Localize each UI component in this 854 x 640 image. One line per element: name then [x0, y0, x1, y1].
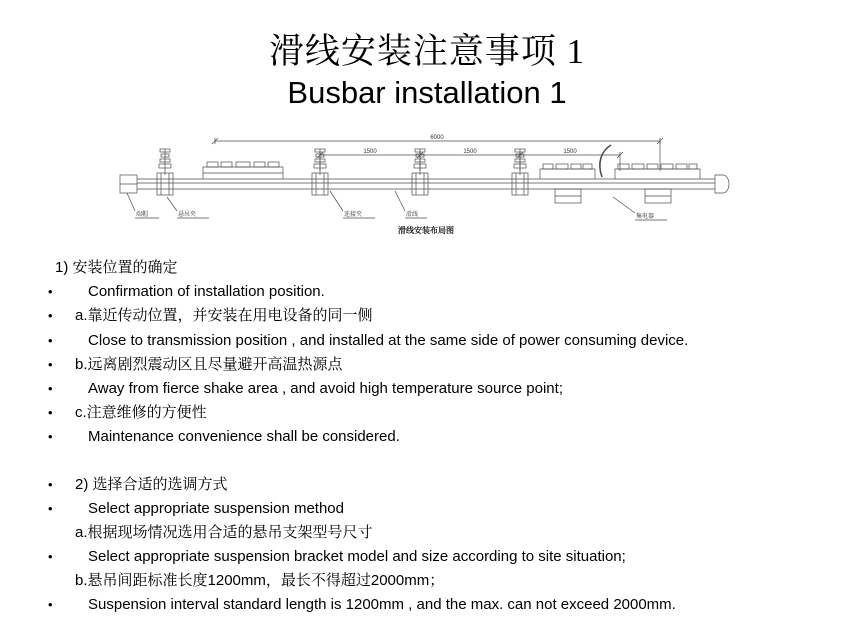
feed-cable: [600, 145, 611, 177]
bullet-marker: •: [48, 356, 53, 372]
body-line: [0, 256, 854, 280]
body-line: [0, 280, 854, 304]
body-line-text: Away from fierce shake area , and avoid high temperature source point;: [88, 379, 563, 397]
label-connection-clamp: 连接夹: [344, 212, 363, 218]
body-line-text: Maintenance convenience shall be considered.: [88, 428, 400, 446]
bullet-marker: •: [48, 597, 53, 613]
busbar-layout-diagram: [115, 131, 737, 237]
body-line-text: b.悬吊间距标准长度1200mm，最长不得超过2000mm；: [75, 572, 445, 590]
dim-seg1: 1500: [363, 149, 377, 155]
label-suspension-clamp: 悬吊夹: [178, 212, 197, 218]
label-busbar: 滑线: [406, 212, 419, 218]
collector-trolley-symbols: [555, 189, 671, 203]
body-text: [0, 256, 854, 618]
body-line-text: b.远离剧烈震动区且尽量避开高温热源点: [75, 355, 343, 373]
slide-title-english: Busbar installation 1: [287, 74, 567, 110]
body-line: [0, 425, 854, 449]
body-line-text: Close to transmission position , and installed at the same side of power consuming device.: [88, 331, 689, 349]
title-block: [0, 30, 854, 111]
body-line-text: Suspension interval standard length is 1200mm , and the max. can not exceed 2000mm.: [88, 596, 676, 614]
body-line-text: a.根据现场情况选用合适的悬吊支架型号尺寸: [75, 523, 373, 541]
body-line-text: c.注意维修的方便性: [75, 404, 207, 422]
body-line-text: a.靠近传动位置，并安装在用电设备的同一侧: [75, 307, 373, 325]
bullet-marker: •: [48, 500, 53, 516]
slide-title-chinese: 滑线安装注意事项 1: [268, 32, 586, 71]
dim-total: 6000: [430, 135, 444, 141]
bullet-marker: •: [48, 429, 53, 445]
label-collector: 集电器: [636, 214, 655, 220]
body-line: [0, 497, 854, 521]
body-line: [0, 473, 854, 497]
bullet-marker: •: [48, 405, 53, 421]
diagram-caption: 滑线安装布局图: [398, 226, 454, 235]
dim-seg2: 1500: [463, 149, 477, 155]
body-line-text: 2) 选择合适的选调方式: [75, 475, 228, 493]
body-line: [0, 329, 854, 353]
body-line-text: 1) 安装位置的确定: [55, 259, 178, 276]
body-line: [0, 377, 854, 401]
body-line: [0, 304, 854, 328]
body-line: [0, 545, 854, 569]
body-line-text: Select appropriate suspension method: [88, 499, 344, 517]
body-line: [0, 353, 854, 377]
bullet-marker: •: [48, 476, 53, 492]
body-line: [0, 521, 854, 545]
hanger-clamp-symbols: [157, 149, 528, 195]
body-line: [0, 569, 854, 593]
busbar-diagram-svg: [115, 131, 737, 237]
bullet-marker: •: [48, 284, 53, 300]
bullet-marker: •: [48, 380, 53, 396]
dim-seg3: 1500: [563, 149, 577, 155]
bullet-marker: •: [48, 308, 53, 324]
bullet-marker: •: [48, 549, 53, 565]
body-line: [0, 401, 854, 425]
bullet-marker: •: [48, 332, 53, 348]
body-line-text: Select appropriate suspension bracket model and size according to site situation;: [88, 548, 626, 566]
body-line: [0, 593, 854, 617]
connection-joint-symbol: [203, 162, 283, 179]
body-line-text: Confirmation of installation position.: [88, 283, 325, 301]
label-end-cap: 端帽: [136, 212, 149, 218]
